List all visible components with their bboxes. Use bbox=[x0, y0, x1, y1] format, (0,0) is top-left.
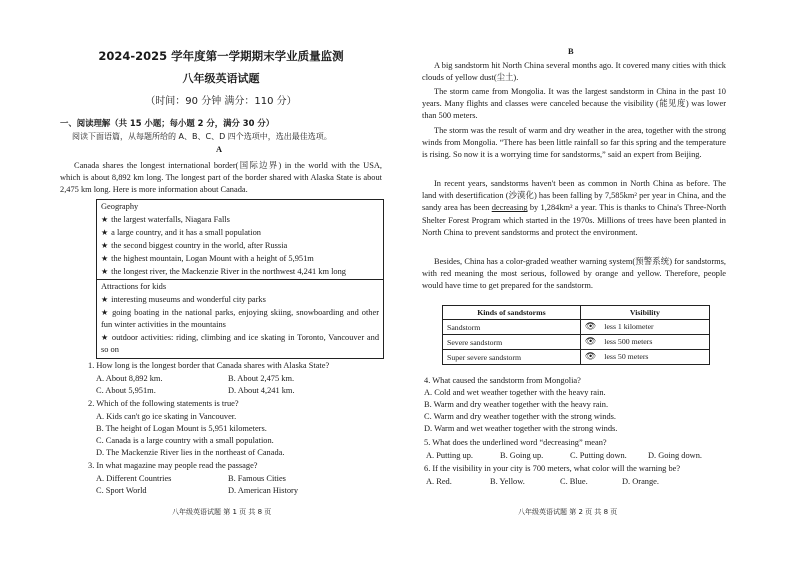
table-cell-kind: Sandstorm bbox=[443, 320, 581, 335]
q5-option-b[interactable]: B. Going up. bbox=[500, 451, 544, 460]
table-header-row bbox=[443, 306, 710, 320]
table-cell-visibility: 👁 less 500 meters bbox=[580, 335, 709, 350]
geography-item: ★ the highest mountain, Logan Mount with a height of 5,951m bbox=[101, 254, 314, 263]
q3-option-b[interactable]: B. Famous Cities bbox=[228, 474, 286, 483]
q5-option-c[interactable]: C. Putting down. bbox=[570, 451, 627, 460]
q4-option-a[interactable]: A. Cold and wet weather together with the heavy rain. bbox=[424, 388, 606, 397]
geography-item: ★ the second biggest country in the world, after Russia bbox=[101, 241, 288, 250]
passage-b-p1: A big sandstorm hit North China several months ago. It covered many cities with thick clouds of yellow dust(尘土). bbox=[422, 61, 726, 83]
star-icon: ★ bbox=[101, 241, 109, 250]
page-footer-left: 八年级英语试题 第 1 页 共 8 页 bbox=[172, 508, 272, 516]
geography-box bbox=[96, 199, 384, 280]
star-icon: ★ bbox=[101, 333, 109, 342]
attraction-item: ★ outdoor activities: riding, climbing and ice skating in Toronto, Vancouver and so on bbox=[101, 333, 380, 355]
geography-item: ★ the longest river, the Mackenzie River in the northwest 4,241 km long bbox=[101, 267, 346, 276]
q2-option-b[interactable]: B. The height of Logan Mount is 5,951 kilometers. bbox=[96, 424, 267, 433]
attractions-box bbox=[96, 279, 384, 359]
section-instruction: 阅读下面语篇，从每题所给的 A、B、C、D 四个选项中，选出最佳选项。 bbox=[72, 132, 332, 141]
table-header-kind: Kinds of sandstorms bbox=[443, 306, 581, 320]
eye-icon: 👁 bbox=[584, 337, 597, 347]
page-footer-right: 八年级英语试题 第 2 页 共 8 页 bbox=[518, 508, 618, 516]
question-5-stem: 5. What does the underlined word “decreasing” mean? bbox=[424, 438, 607, 447]
exam-time-score: （时间：90 分钟 满分：110 分） bbox=[145, 96, 297, 107]
left-page bbox=[60, 0, 382, 561]
visibility-table bbox=[442, 305, 710, 365]
geography-heading: Geography bbox=[101, 202, 139, 211]
q6-option-d[interactable]: D. Orange. bbox=[622, 477, 659, 486]
eye-icon: 👁 bbox=[584, 322, 597, 332]
q6-option-c[interactable]: C. Blue. bbox=[560, 477, 588, 486]
q1-option-a[interactable]: A. About 8,892 km. bbox=[96, 374, 163, 383]
q1-option-b[interactable]: B. About 2,475 km. bbox=[228, 374, 295, 383]
passage-a-label: A bbox=[216, 145, 223, 154]
q6-option-b[interactable]: B. Yellow. bbox=[490, 477, 525, 486]
table-cell-kind: Severe sandstorm bbox=[443, 335, 581, 350]
right-page bbox=[422, 0, 726, 561]
section-heading: 一、阅读理解（共 15 小题；每小题 2 分，满分 30 分） bbox=[60, 118, 275, 128]
passage-b-p4: In recent years, sandstorms haven't been as common in North China as before. The land with desertification (沙漠化) has been falling by 7,585km² per year in China, and the sandy area has been decreasing by 1,284km² a year. This is thanks to China's Three-North Shelter Forest Program which started in the 1970s. Millions of trees have been planted in North China to prevent sandstorms and protect the environment. bbox=[422, 179, 727, 237]
attraction-item: ★ interesting museums and wonderful city parks bbox=[101, 295, 266, 304]
q3-option-c[interactable]: C. Sport World bbox=[96, 486, 147, 495]
attractions-heading: Attractions for kids bbox=[101, 282, 167, 291]
q2-option-c[interactable]: C. Canada is a large country with a small population. bbox=[96, 436, 274, 445]
eye-icon: 👁 bbox=[584, 352, 597, 362]
question-3-stem: 3. In what magazine may people read the passage? bbox=[88, 461, 258, 470]
table-cell-kind: Super severe sandstorm bbox=[443, 350, 581, 365]
geography-item: ★ a large country, and it has a small population bbox=[101, 228, 261, 237]
question-2-stem: 2. Which of the following statements is true? bbox=[88, 399, 239, 408]
q5-option-d[interactable]: D. Going down. bbox=[648, 451, 702, 460]
table-cell-visibility: 👁 less 50 meters bbox=[580, 350, 709, 365]
q2-option-d[interactable]: D. The Mackenzie River lies in the northeast of Canada. bbox=[96, 448, 285, 457]
q4-option-c[interactable]: C. Warm and dry weather together with the strong winds. bbox=[424, 412, 616, 421]
geography-item: ★ the largest waterfalls, Niagara Falls bbox=[101, 215, 230, 224]
star-icon: ★ bbox=[101, 267, 109, 276]
q5-option-a[interactable]: A. Putting up. bbox=[426, 451, 473, 460]
star-icon: ★ bbox=[101, 215, 109, 224]
q1-option-d[interactable]: D. About 4,241 km. bbox=[228, 386, 295, 395]
table-row bbox=[443, 350, 710, 365]
table-row bbox=[443, 335, 710, 350]
q3-option-a[interactable]: A. Different Countries bbox=[96, 474, 172, 483]
passage-a-intro: Canada shares the longest international border(国际边界) in the world with the USA, which is about 8,892 km long. The longest part of the border shared with Alaska State is about 2,475 km long. Here is more information about Canada. bbox=[60, 161, 382, 195]
table-cell-visibility: 👁 less 1 kilometer bbox=[580, 320, 709, 335]
table-header-visibility: Visibility bbox=[580, 306, 709, 320]
q6-option-a[interactable]: A. Red. bbox=[426, 477, 452, 486]
star-icon: ★ bbox=[101, 295, 109, 304]
question-1-stem: 1. How long is the longest border that Canada shares with Alaska State? bbox=[88, 361, 330, 370]
passage-b-p3: The storm was the result of warm and dry weather in the area, together with the strong winds from Mongolia. “There has been little rainfall so far this spring and the temperature is rising. So now it is a worrying time for sandstorms,” said an expert from Beijing. bbox=[422, 126, 726, 160]
passage-b-p2: The storm came from Mongolia. It was the largest sandstorm in China in the past 10 years. Many flights and classes were canceled because the visibility (能见度) was lower than 500 meters. bbox=[422, 87, 726, 121]
q4-option-b[interactable]: B. Warm and dry weather together with the heavy rain. bbox=[424, 400, 609, 409]
question-4-stem: 4. What caused the sandstorm from Mongolia? bbox=[424, 376, 581, 385]
star-icon: ★ bbox=[101, 308, 110, 317]
question-6-stem: 6. If the visibility in your city is 700 meters, what color will the warning be? bbox=[424, 464, 681, 473]
passage-b-label: B bbox=[568, 47, 574, 56]
table-row bbox=[443, 320, 710, 335]
underlined-word: decreasing bbox=[491, 203, 528, 213]
attraction-item: ★ going boating in the national parks, enjoying skiing, snowboarding and other fun winter activities in the mountains bbox=[101, 308, 379, 330]
q2-option-a[interactable]: A. Kids can't go ice skating in Vancouver. bbox=[96, 412, 237, 421]
q1-option-c[interactable]: C. About 5,951m. bbox=[96, 386, 156, 395]
exam-title: 2024-2025 学年度第一学期期末学业质量监测 bbox=[98, 49, 344, 63]
q4-option-d[interactable]: D. Warm and wet weather together with the strong winds. bbox=[424, 424, 618, 433]
star-icon: ★ bbox=[101, 254, 109, 263]
exam-subtitle: 八年级英语试题 bbox=[182, 72, 260, 85]
star-icon: ★ bbox=[101, 228, 109, 237]
passage-b-p5: Besides, China has a color-graded weather warning system(预警系统) for sandstorms, with red meaning the most serious, followed by orange and yellow. Therefore, people would have time to get prepared for the sandstorm. bbox=[422, 257, 726, 291]
q3-option-d[interactable]: D. American History bbox=[228, 486, 299, 495]
